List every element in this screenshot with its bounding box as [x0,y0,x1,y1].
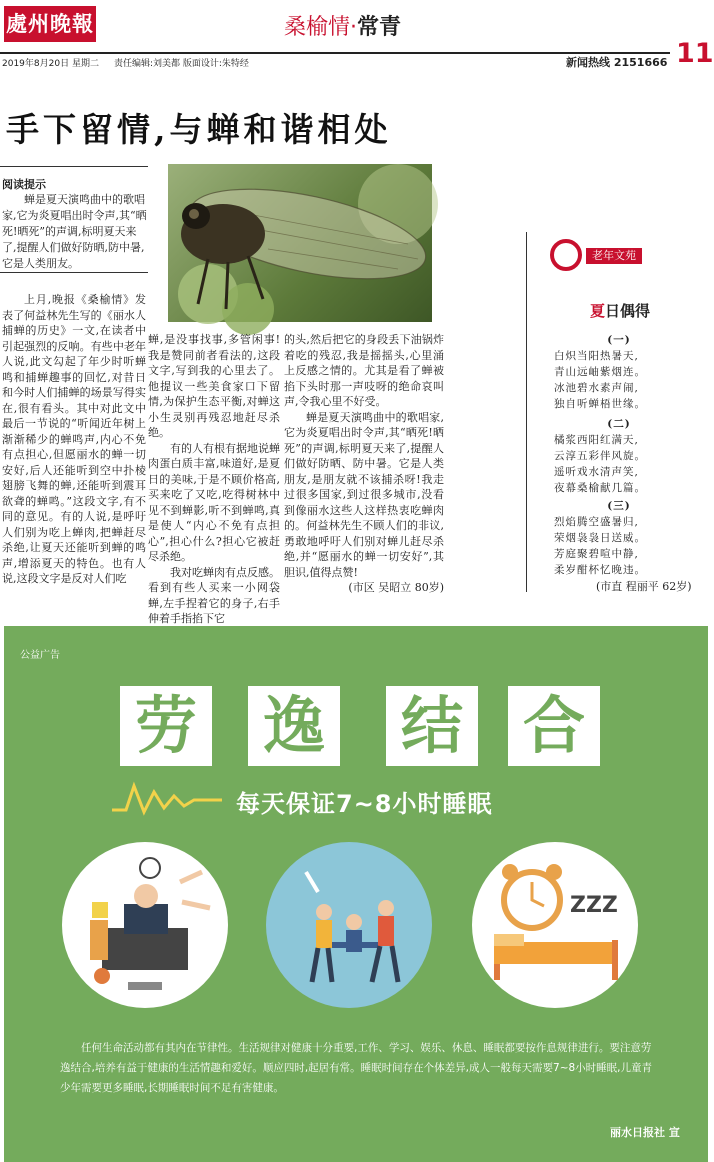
section-title-black: 常青 [357,15,402,40]
poem-line: 荣烟袅袅日送威。 [554,532,646,544]
poem-line: 夜幕桑榆献几篇。 [554,482,646,494]
poem-section-number: (三) [607,500,631,512]
poem-section-2 [554,416,684,496]
poem-section-3 [554,498,684,578]
guide-rule-bottom [0,272,148,273]
sleep-zzz-text: ZZZ [570,893,618,918]
editor-credits: 责任编辑:刘美都 版面设计:朱特经 [114,59,249,69]
guide-rule-top [0,166,148,167]
poem-line: 橘浆西阳红满天, [554,434,639,446]
poem-line: 遥听戏水清声笑, [554,466,639,478]
ad-credit: 丽水日报社 宣 [610,1126,680,1139]
article-column-1 [2,292,146,587]
section-title-red: 桑榆情· [284,15,357,40]
ad-title-char: 劳 [120,686,212,766]
poem-section-number: (一) [607,334,631,346]
section-title [284,10,401,41]
poem-title-red: 夏 [590,302,606,320]
poem-line: 芳庭聚碧喧中静, [554,548,639,560]
cicada-photo [168,164,432,322]
column-divider [526,232,527,592]
busy-office-illustration [62,842,228,1008]
page-number: 11 [676,38,714,69]
poem-line: 白炽当阳热暑天, [554,350,639,362]
poem-line: 独自听蝉梧世缘。 [554,398,646,410]
poem-line: 冰池碧水素声闹, [554,382,639,394]
column-logo-icon [546,238,586,272]
article-paragraph: 蝉,是没事找事,多管闲事!我是赞同前者看法的,这段文字,写到我的心里去了。他提议一些美食家口下留情,为保护生态平衡,对蝉这小生灵别再残忍地赶尽杀绝。 [148,333,280,439]
poem-section-1 [554,332,684,412]
article-paragraph: 上月,晚报《桑榆情》发表了何益林先生写的《丽水人捕蝉的历史》一文,在读者中引起强烈的反响。有些中老年人说,此文勾起了年少时听蝉鸣和捕蝉趣事的回忆,对昔日和今时人们捕蝉的场景写得实在,很有看头。其中对此文中最后一节说的“听闻近年树上渐渐稀少的蝉鸣声,内心不免有点担心,但愿丽水的蝉一切安好,后人还能听到空中扑棱翅膀飞舞的蝉,还能听到震耳欲聋的蝉鸣。”这段文字,有不同的意见。有的人说,是呼吁人们别为吃上蝉肉,把蝉赶尽杀绝,让夏天还能听到蝉的鸣声,增添夏天的特色。也有人说,这段文字是反对人们吃 [2,293,146,585]
alarm-clock-bed-illustration [472,842,638,1008]
poem-line: 烈焰腾空盛暑归, [554,516,639,528]
article-column-2 [148,332,280,627]
ad-title-char: 合 [508,686,600,766]
ad-body-text: 任何生命活动都有其内在节律性。生活规律对健康十分重要,工作、学习、娱乐、休息、睡眠都要按作息规律进行。要注意劳逸结合,培养有益于健康的生活情趣和爱好。顺应四时,起居有常。睡眠时间存在个体差异,成人一般每天需要7~8小时睡眠,儿童青少年需要更多睡眠,长期睡眠时间不足有害健康。 [60,1042,653,1094]
date-line: 2019年8月20日 星期二 [2,59,99,69]
poem-title-rest: 日偶得 [605,302,651,320]
poem-line: 云淳五彩伴风旋。 [554,450,646,462]
news-hotline: 新闻热线 2151666 [566,56,668,69]
column-logo-text: 老年文苑 [586,248,642,264]
article-signature: (市区 吴昭立 80岁) [348,581,444,594]
poem-line: 青山远岫紫烟连。 [554,366,646,378]
article-headline: 手下留情,与蝉和谐相处 [6,110,392,149]
reading-guide-text: 蝉是夏天演鸣曲中的歌唱家,它为炎夏唱出时令声,其“晒死!晒死”的声调,标明夏天来了,提醒人们做好防晒,防中暑,它是人类朋友。 [2,193,147,270]
poem-line: 柔岁酣杯忆晚违。 [554,564,646,576]
poem-signature: (市直 程丽平 62岁) [596,580,692,593]
column-logo [546,238,686,272]
reading-guide-label: 阅读提示 [2,178,46,191]
ad-tag: 公益广告 [20,650,60,661]
article-column-3 [284,332,444,596]
poem-title [590,300,650,321]
article-paragraph: 有的人有根有据地说蝉肉蛋白质丰富,味道好,是夏日的美味,于是不顾价格高,买来吃了又吃,吃得树林中见不到蝉影,听不到蝉鸣,真是使人“内心不免有点担心”,担心什么?担心它被赶尽杀绝。 [148,441,280,563]
leisure-people-illustration [266,842,432,1008]
ad-subtitle: 每天保证7~8小时睡眠 [236,790,493,818]
newspaper-logo: 處州晚報 [4,6,96,42]
article-paragraph: 蝉是夏天演鸣曲中的歌唱家,它为炎夏唱出时令声,其“晒死!晒死”的声调,标明夏天来了,提醒人们做好防晒、防中暑。它是人类朋友,是朋友就不该捕杀呀!我走过很多国家,到过很多城市,没看到像丽水这些人这样热衷吃蝉肉的。何益林先生不顾人们的非议,勇敢地呼吁人们别对蝉儿赶尽杀绝,并“愿丽水的蝉一切安好”,其胆识,值得点赞! [284,410,444,579]
heartbeat-line-icon [112,778,222,818]
ad-title-char: 结 [386,686,478,766]
ad-title-char: 逸 [248,686,340,766]
article-paragraph: 我对吃蝉肉有点反感。看到有些人买来一小网袋蝉,左手捏着它的身子,右手伸着手指掐下它 [148,565,280,625]
poem-section-number: (二) [607,418,631,430]
article-paragraph: 的头,然后把它的身段丢下油锅炸着吃的残忍,我是摇摇头,心里涌上反感之情的。尤其是看了蝉被掐下头时那一声吱呀的绝命哀叫声,令我心里不好受。 [284,333,444,408]
